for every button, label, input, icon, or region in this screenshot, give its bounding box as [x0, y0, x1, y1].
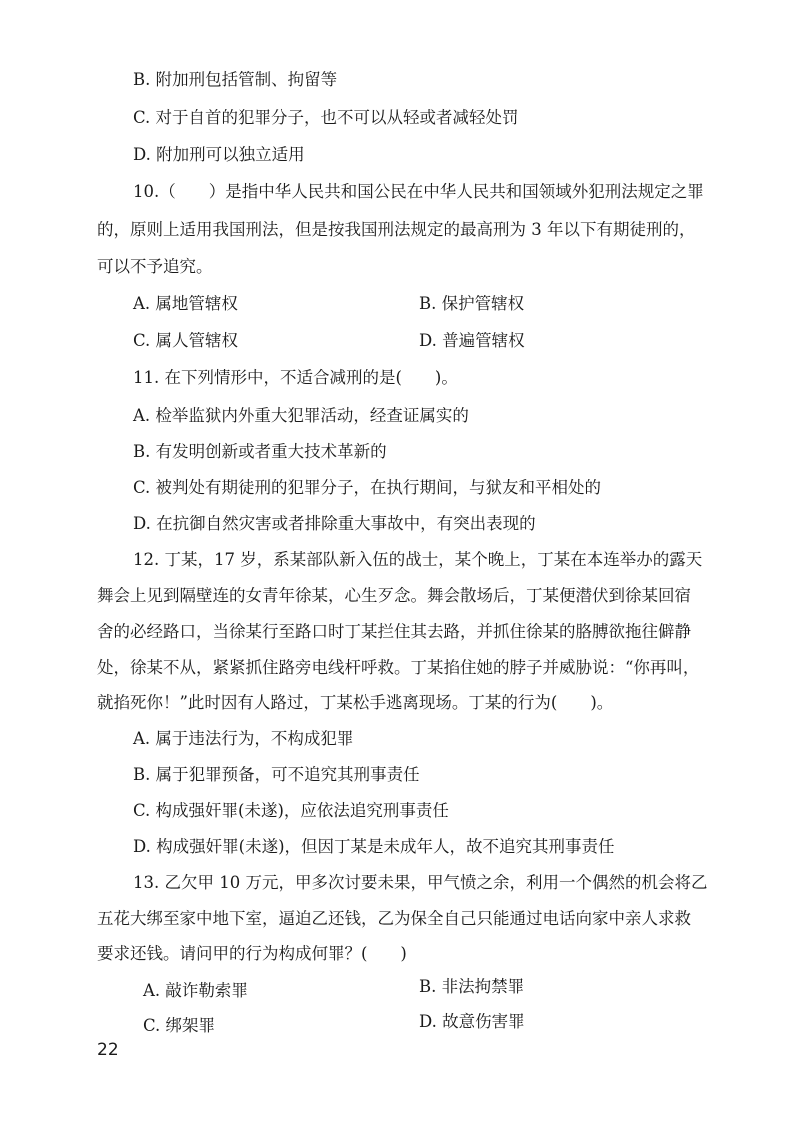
q10-option-a: A. 属地管辖权: [133, 294, 238, 313]
q9-option-c: C. 对于自首的犯罪分子，也不可以从轻或者减轻处罚: [133, 108, 519, 127]
q13-option-d: D. 故意伤害罪: [419, 1012, 525, 1031]
q11-option-b: B. 有发明创新或者重大技术革新的: [133, 442, 387, 461]
q13-option-a: A. 敲诈勒索罪: [143, 981, 248, 1000]
q10-stem-line-1: 10.（ ）是指中华人民共和国公民在中华人民共和国领域外犯刑法规定之罪: [133, 182, 704, 201]
q13-option-c: C. 绑架罪: [143, 1016, 216, 1035]
q10-option-b: B. 保护管辖权: [419, 294, 525, 313]
q12-stem-line-3: 舍的必经路口，当徐某行至路口时丁某拦住其去路，并抓住徐某的胳膊欲拖往僻静: [97, 622, 691, 641]
q12-stem-line-2: 舞会上见到隔壁连的女青年徐某，心生歹念。舞会散场后，丁某便潜伏到徐某回宿: [97, 586, 691, 605]
q10-option-d: D. 普遍管辖权: [419, 331, 525, 350]
q13-stem-line-3: 要求还钱。请问甲的行为构成何罪？( ): [97, 944, 407, 963]
q12-stem-line-4: 处，徐某不从，紧紧抓住路旁电线杆呼救。丁某掐住她的脖子并威胁说：“你再叫，: [97, 658, 700, 677]
q12-option-c: C. 构成强奸罪(未遂)，应依法追究刑事责任: [133, 801, 449, 820]
q12-stem-line-5: 就掐死你！”此时因有人路过，丁某松手逃离现场。丁某的行为( )。: [97, 693, 614, 712]
page-number: 22: [97, 1040, 119, 1060]
q10-stem-line-2: 的，原则上适用我国刑法，但是按我国刑法规定的最高刑为 3 年以下有期徒刑的，: [97, 220, 696, 239]
q9-option-d: D. 附加刑可以独立适用: [133, 145, 305, 164]
q13-stem-line-2: 五花大绑至家中地下室，逼迫乙还钱，乙为保全自己只能通过电话向家中亲人求救: [97, 909, 691, 928]
q11-stem: 11. 在下列情形中，不适合减刑的是( )。: [133, 368, 458, 387]
q11-option-a: A. 检举监狱内外重大犯罪活动，经查证属实的: [133, 406, 469, 425]
q12-option-d: D. 构成强奸罪(未遂)，但因丁某是未成年人，故不追究其刑事责任: [133, 837, 615, 856]
q11-option-d: D. 在抗御自然灾害或者排除重大事故中，有突出表现的: [133, 514, 536, 533]
q11-option-c: C. 被判处有期徒刑的犯罪分子，在执行期间，与狱友和平相处的: [133, 478, 602, 497]
q13-stem-line-1: 13. 乙欠甲 10 万元，甲多次讨要未果，甲气愤之余，利用一个偶然的机会将乙: [133, 873, 708, 892]
q13-option-b: B. 非法拘禁罪: [419, 977, 525, 996]
q12-option-b: B. 属于犯罪预备，可不追究其刑事责任: [133, 765, 420, 784]
q12-stem-line-1: 12. 丁某，17 岁，系某部队新入伍的战士，某个晚上，丁某在本连举办的露天: [133, 550, 703, 569]
q10-option-c: C. 属人管辖权: [133, 331, 239, 350]
q12-option-a: A. 属于违法行为，不构成犯罪: [133, 729, 354, 748]
q9-option-b: B. 附加刑包括管制、拘留等: [133, 70, 338, 89]
q10-stem-line-3: 可以不予追究。: [97, 257, 213, 276]
